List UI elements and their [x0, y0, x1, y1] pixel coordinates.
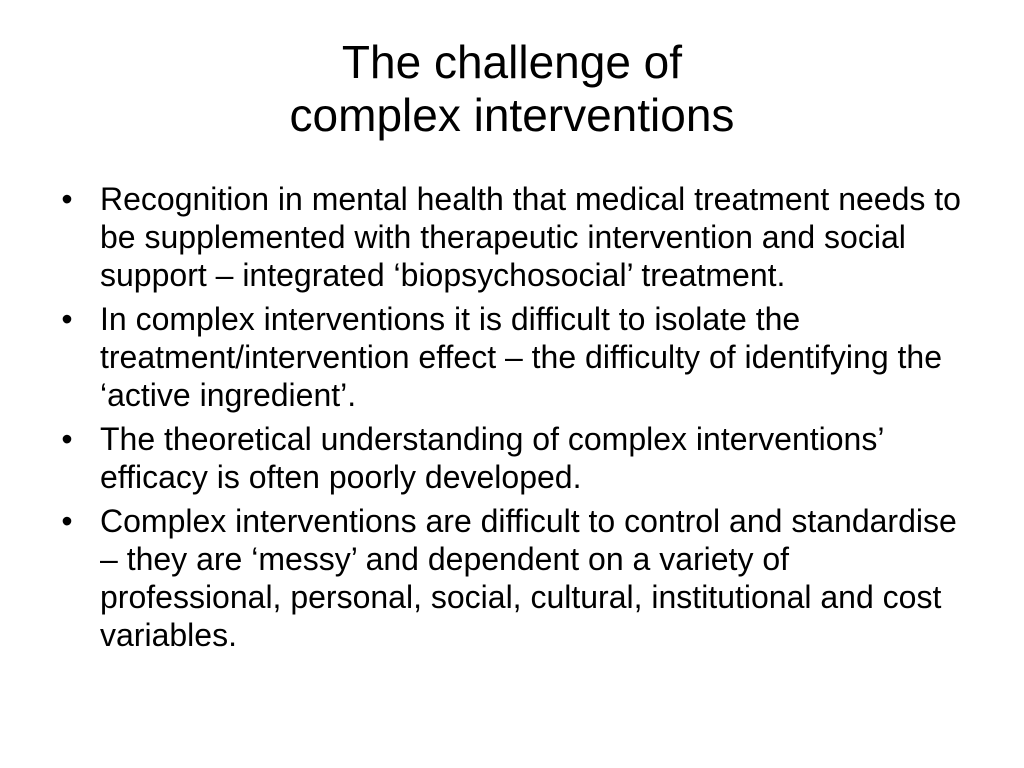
bullet-marker-icon: •: [61, 421, 73, 457]
bullet-text: The theoretical understanding of complex interventions’ efficacy is often poorly developed.: [100, 421, 884, 495]
bullet-list: [57, 180, 972, 660]
bullet-text: Recognition in mental health that medical treatment needs to be supplemented with therapeutic intervention and social support – integrated ‘biopsychosocial’ treatment.: [100, 181, 961, 293]
bullet-item-4: [57, 502, 972, 654]
bullet-marker-icon: •: [61, 181, 73, 217]
bullet-item-3: [57, 420, 972, 496]
bullet-marker-icon: •: [61, 301, 73, 337]
bullet-marker-icon: •: [61, 503, 73, 539]
slide-title: [0, 36, 1024, 142]
bullet-text: Complex interventions are difficult to control and standardise – they are ‘messy’ and dependent on a variety of professional, personal, social, cultural, institutional and cost variables.: [100, 503, 957, 653]
bullet-text: In complex interventions it is difficult to isolate the treatment/intervention effect – the difficulty of identifying the ‘active ingredient’.: [100, 301, 942, 413]
title-line-2: complex interventions: [289, 89, 735, 141]
bullet-item-2: [57, 300, 972, 414]
bullet-item-1: [57, 180, 972, 294]
title-line-1: The challenge of: [341, 36, 683, 88]
